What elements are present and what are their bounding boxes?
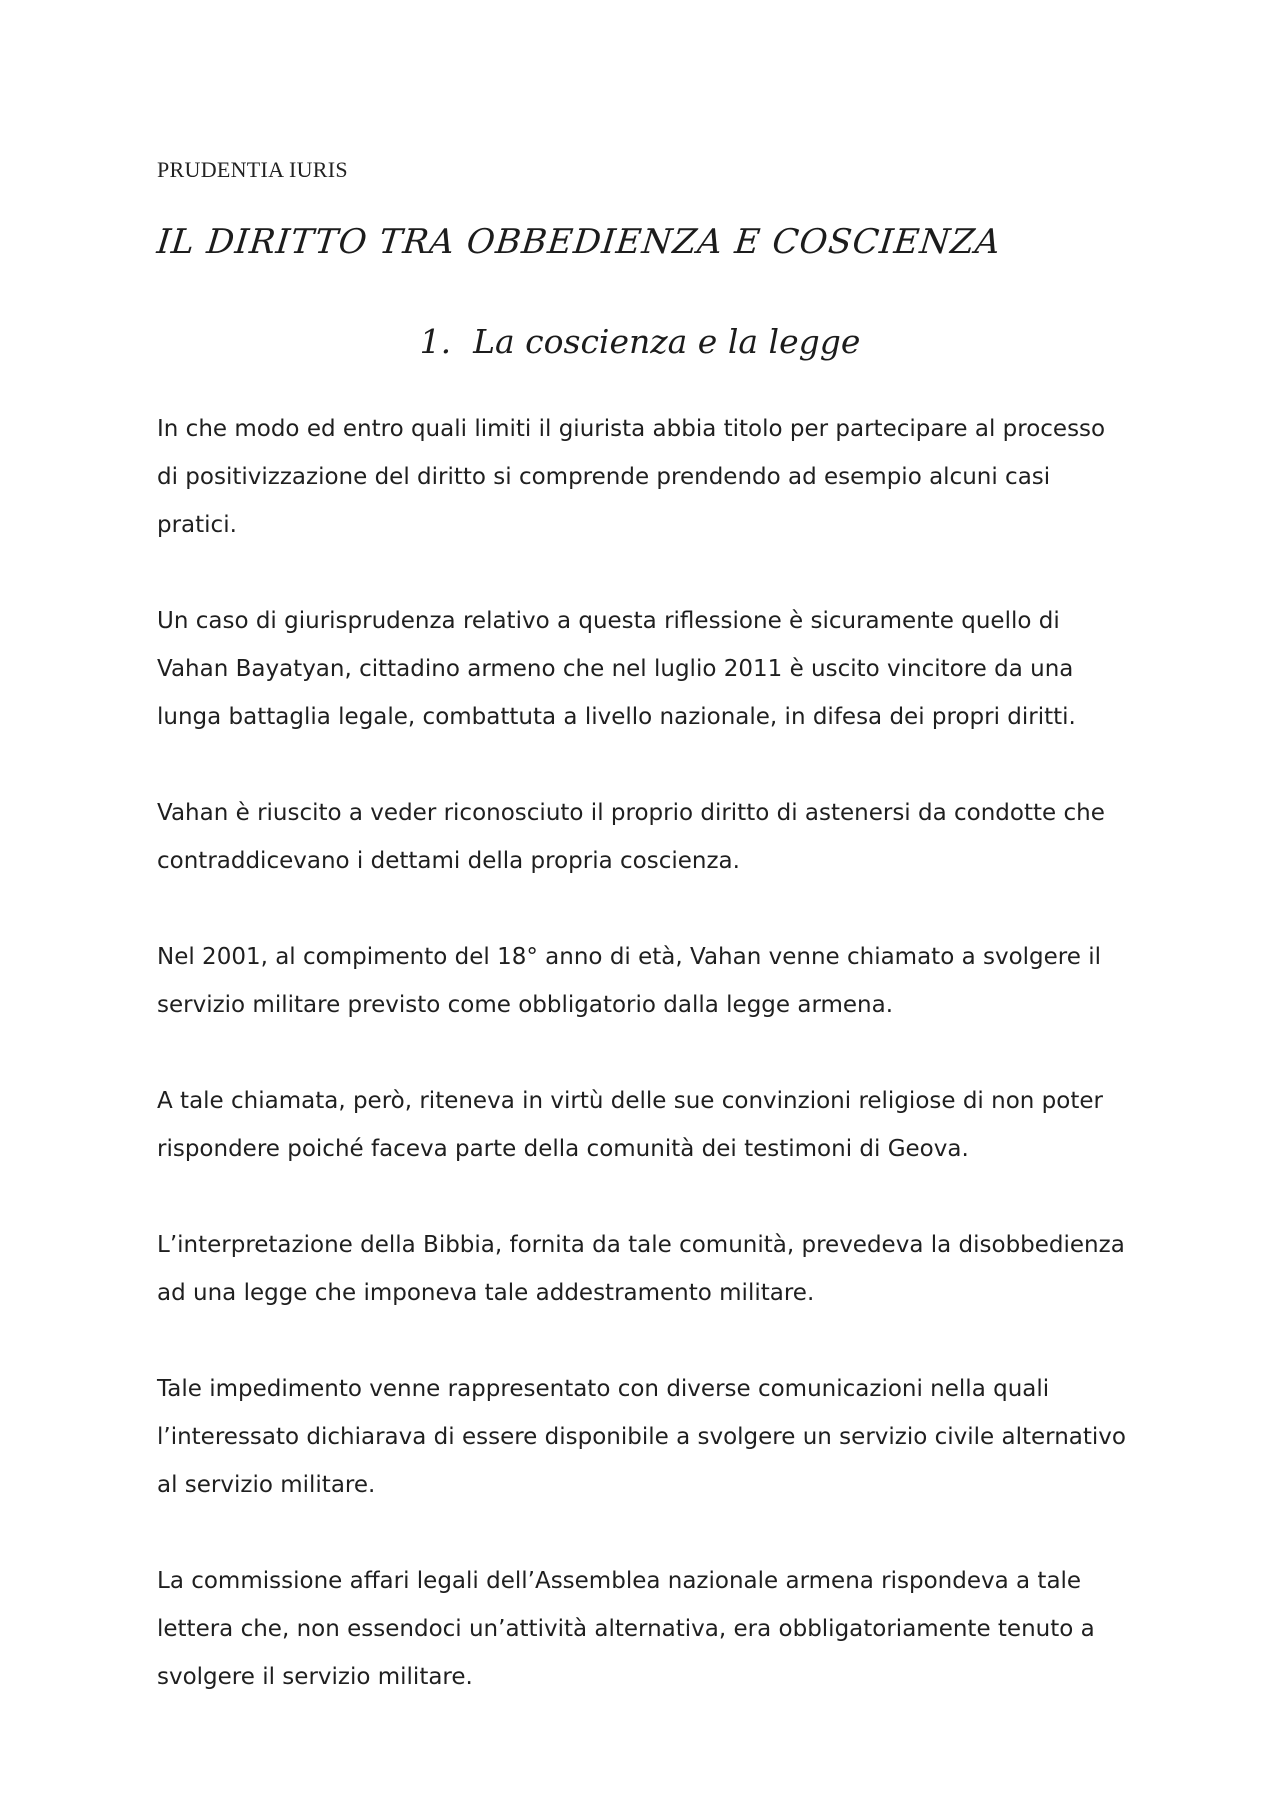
- paragraph: La commissione affari legali dell’Assemblea nazionale armena rispondeva a tale lettera che, non essendoci un’attività alternativa, era obbligatoriamente tenuto a svolgere il servizio militare.: [157, 1568, 1095, 1690]
- paragraph: A tale chiamata, però, riteneva in virtù delle sue convinzioni religiose di non poter rispondere poiché faceva parte della comunità dei testimoni di Geova.: [157, 1088, 1103, 1162]
- section-heading: [0, 322, 1280, 361]
- paragraph: Vahan è riuscito a veder riconosciuto il proprio diritto di astenersi da condotte che contraddicevano i dettami della propria coscienza.: [157, 800, 1105, 874]
- section-title: La coscienza e la legge: [473, 322, 861, 361]
- paragraph: In che modo ed entro quali limiti il giurista abbia titolo per partecipare al processo di positivizzazione del diritto si comprende prendendo ad esempio alcuni casi pratici.: [157, 416, 1106, 538]
- paragraph: L’interpretazione della Bibbia, fornita da tale comunità, prevedeva la disobbedienza ad una legge che imponeva tale addestramento militare.: [157, 1232, 1125, 1306]
- body-text: [157, 405, 1127, 1749]
- course-label: PRUDENTIA IURIS: [157, 157, 348, 182]
- paragraph: Un caso di giurisprudenza relativo a questa riflessione è sicuramente quello di Vahan Bayatyan, cittadino armeno che nel luglio 2011 è uscito vincitore da una lunga battaglia legale, combattuta a livello nazionale, in difesa dei propri diritti.: [157, 608, 1076, 730]
- section-number: 1.: [419, 322, 452, 361]
- document-title: IL DIRITTO TRA OBBEDIENZA E COSCIENZA: [155, 222, 1003, 262]
- paragraph: Tale impedimento venne rappresentato con diverse comunicazioni nella quali l’interessato dichiarava di essere disponibile a svolgere un servizio civile alternativo al servizio militare.: [157, 1376, 1126, 1498]
- paragraph: Nel 2001, al compimento del 18° anno di età, Vahan venne chiamato a svolgere il servizio militare previsto come obbligatorio dalla legge armena.: [157, 944, 1101, 1018]
